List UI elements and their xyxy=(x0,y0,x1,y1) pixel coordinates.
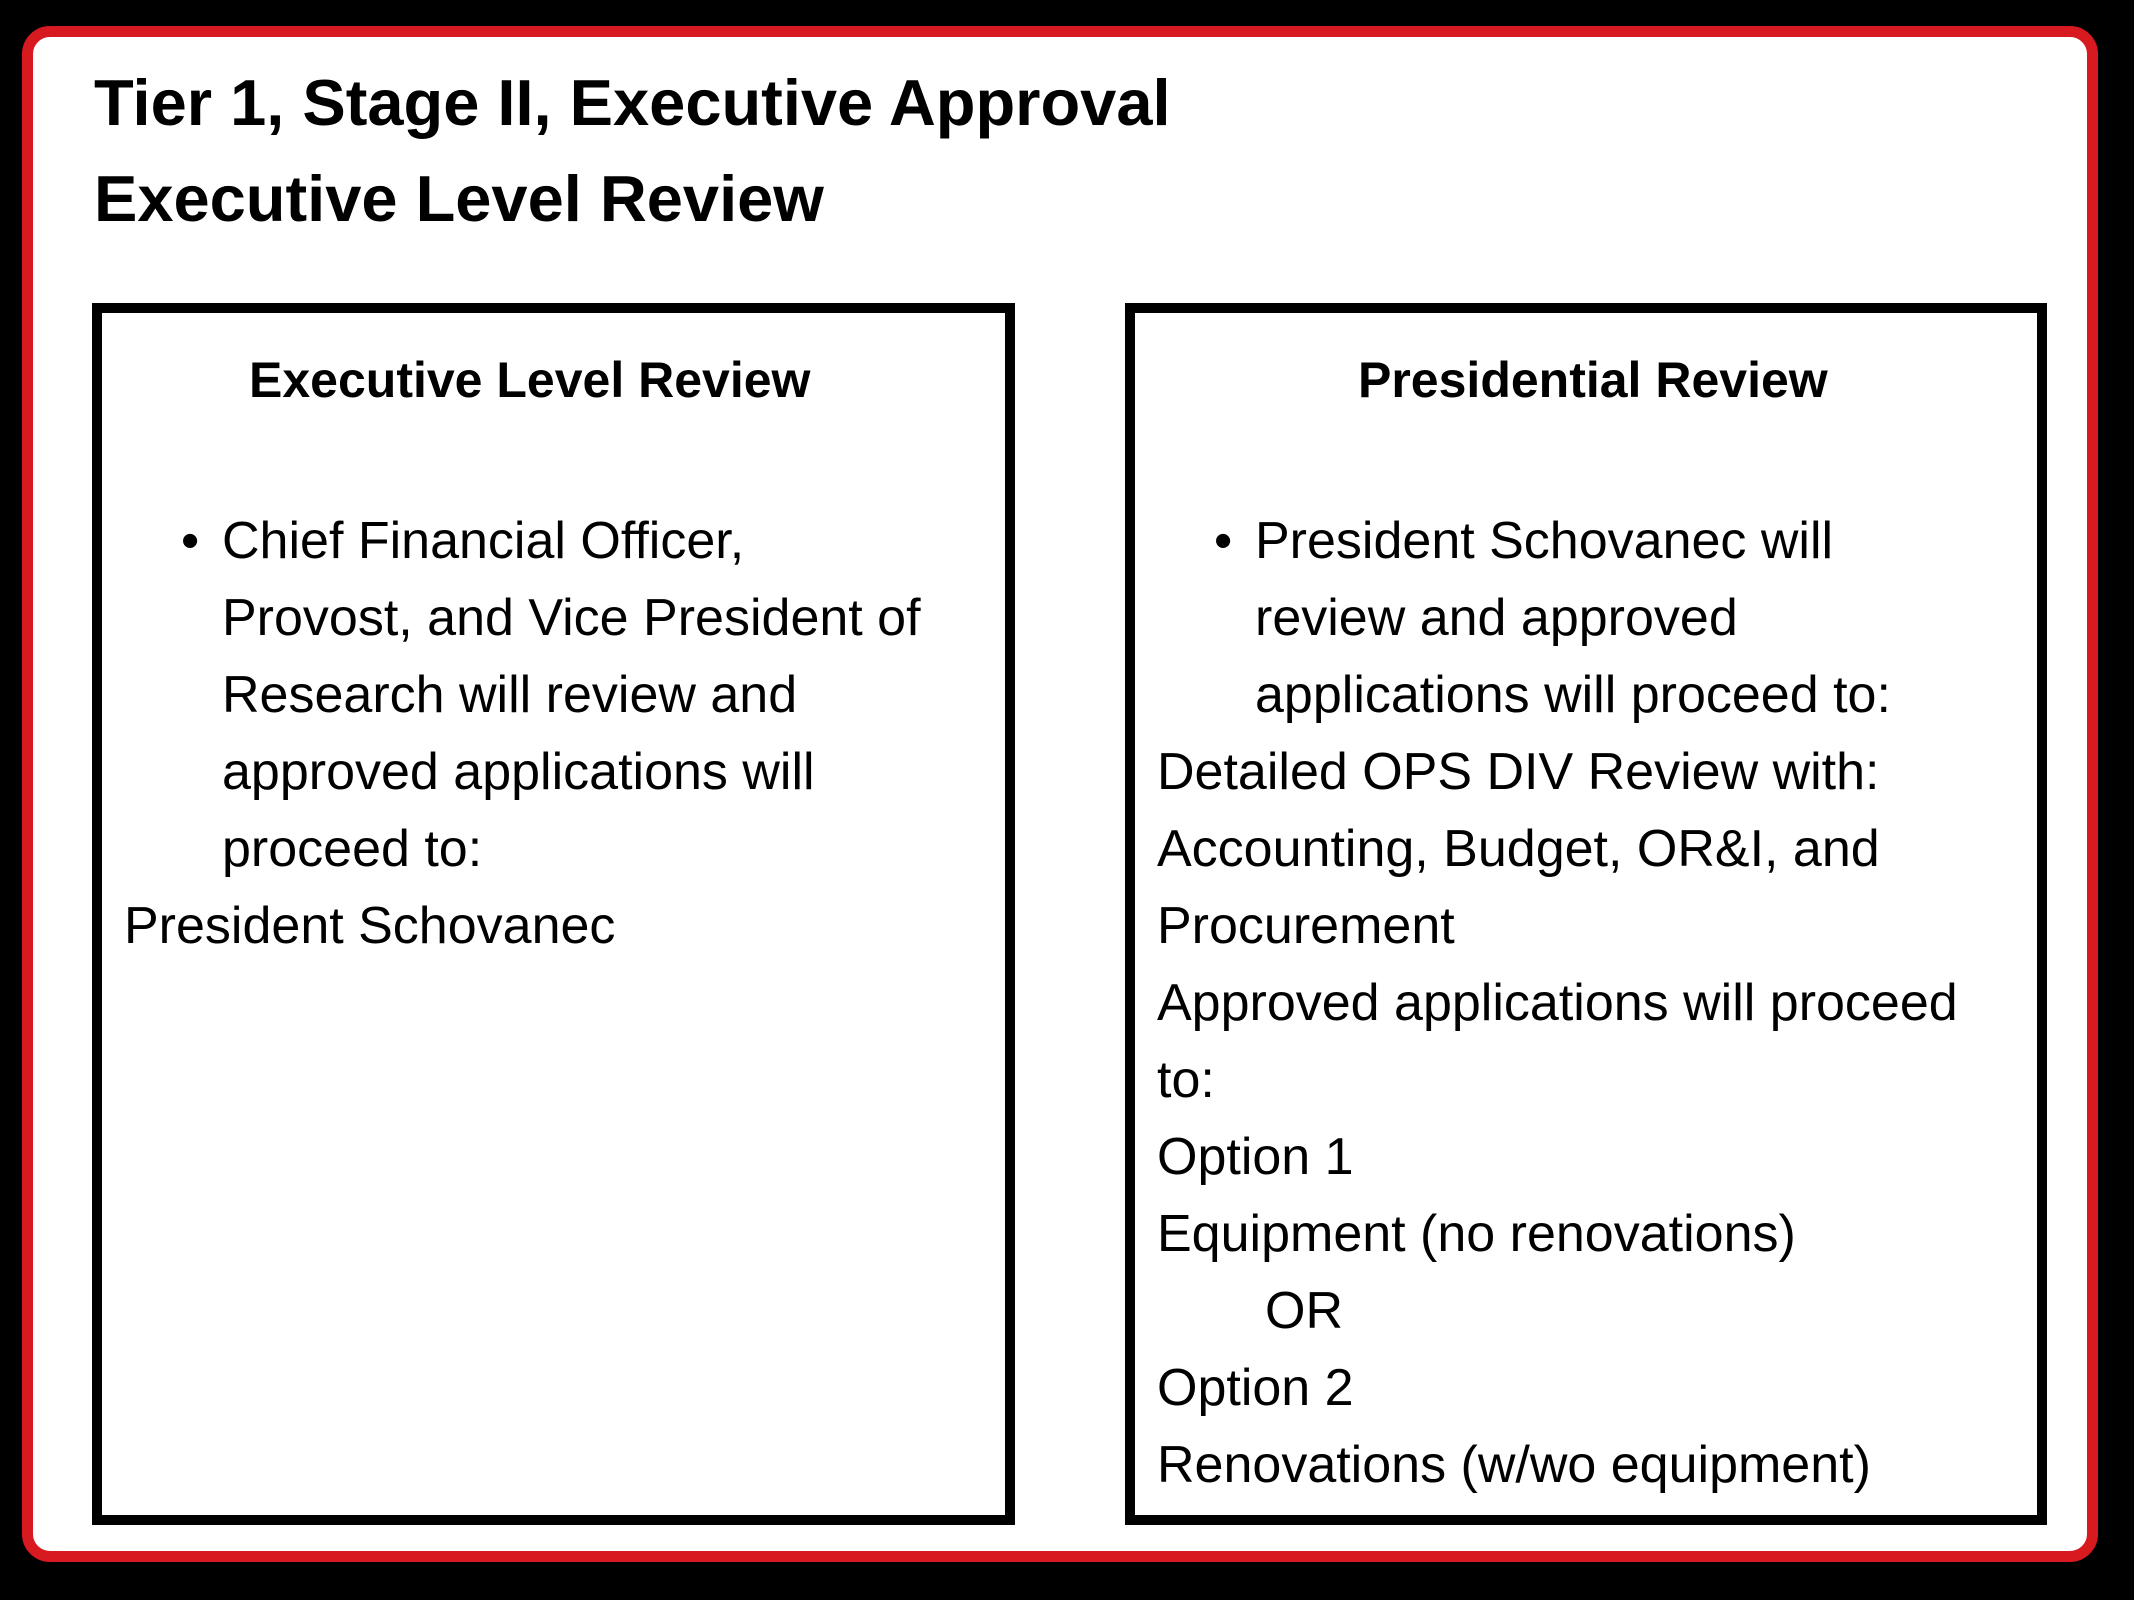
bullet-text-line: approved applications will xyxy=(222,743,815,801)
panel-heading: Presidential Review xyxy=(1358,352,1828,408)
ops-div-review-text: Accounting, Budget, OR&I, and xyxy=(1157,820,1880,878)
next-step-text: President Schovanec xyxy=(124,897,616,955)
bullet-icon: • xyxy=(1214,512,1233,570)
approved-applications-text: Approved applications will proceed xyxy=(1157,974,1958,1032)
panel-body xyxy=(124,503,989,965)
executive-level-review-panel xyxy=(92,303,1015,1525)
option-1-label: Option 1 xyxy=(1157,1128,1354,1186)
slide-title: Tier 1, Stage II, Executive Approval xyxy=(94,66,1171,139)
panel-heading: Executive Level Review xyxy=(249,352,811,408)
bullet-item xyxy=(124,503,989,888)
presidential-review-panel xyxy=(1125,303,2047,1525)
bullet-text-line: applications will proceed to: xyxy=(1255,666,1891,724)
bullet-item xyxy=(1157,503,2027,734)
option-2-description: Renovations (w/wo equipment) xyxy=(1157,1436,1871,1494)
bullet-text-line: review and approved xyxy=(1255,589,1738,647)
bullet-text-line: Chief Financial Officer, xyxy=(222,512,745,570)
ops-div-review-text: Detailed OPS DIV Review with: xyxy=(1157,743,1880,801)
or-separator: OR xyxy=(1265,1282,1343,1340)
bullet-text-line: proceed to: xyxy=(222,820,483,878)
bullet-icon: • xyxy=(181,512,200,570)
option-2-label: Option 2 xyxy=(1157,1359,1354,1417)
option-1-description: Equipment (no renovations) xyxy=(1157,1205,1796,1263)
bullet-text-line: Research will review and xyxy=(222,666,798,724)
panel-body xyxy=(1157,503,2027,1504)
bullet-text-line: Provost, and Vice President of xyxy=(222,589,921,647)
slide-subtitle: Executive Level Review xyxy=(94,162,824,235)
ops-div-review-text: Procurement xyxy=(1157,897,1455,955)
bullet-text-line: President Schovanec will xyxy=(1255,512,1834,570)
approved-applications-text: to: xyxy=(1157,1051,1215,1109)
